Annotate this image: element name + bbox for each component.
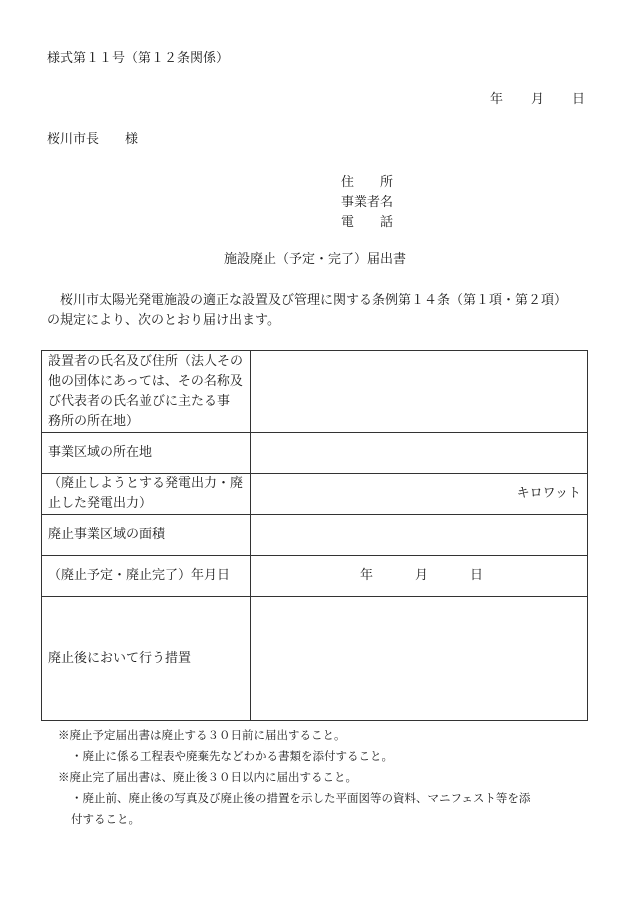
date-day: 日 — [572, 92, 586, 107]
table-row — [42, 556, 588, 597]
kilowatt-unit: キロワット — [516, 486, 581, 501]
value-site-location[interactable] — [251, 433, 588, 474]
document-title: 施設廃止（予定・完了）届出書 — [223, 252, 406, 267]
date-month: 月 — [531, 92, 545, 107]
note-2: ・廃止に係る工程表や廃棄先などわかる書類を添付すること。 — [71, 749, 393, 763]
date-cell-day: 日 — [470, 568, 484, 583]
table-row — [42, 474, 588, 515]
table-row — [42, 515, 588, 556]
body-line-1: 桜川市太陽光発電施設の適正な設置及び管理に関する条例第１４条（第１項・第２項） — [47, 293, 568, 308]
note-3: ※廃止完了届出書は、廃止後３０日以内に届出すること。 — [58, 770, 357, 784]
notification-table — [41, 350, 588, 721]
form-number: 様式第１１号（第１２条関係） — [47, 51, 230, 66]
label-installer: 設置者の氏名及び住所（法人その 他の団体にあっては、その名称及 び代表者の氏名並びに主たる事 務所の所在地） — [42, 351, 251, 433]
date-cell-year: 年 — [360, 568, 374, 583]
value-output[interactable] — [251, 474, 588, 515]
applicant-block — [341, 173, 393, 233]
notes — [58, 725, 530, 830]
address-label: 住 所 — [341, 175, 394, 190]
date-year: 年 — [490, 92, 504, 107]
value-date[interactable] — [251, 556, 588, 597]
note-4: ・廃止前、廃止後の写真及び廃止後の措置を示した平面図等の資料、マニフェスト等を添 — [71, 791, 531, 805]
table-row — [42, 433, 588, 474]
date-cell-month: 月 — [415, 568, 429, 583]
value-area[interactable] — [251, 515, 588, 556]
note-1: ※廃止予定届出書は廃止する３０日前に届出すること。 — [58, 728, 346, 742]
addressee: 桜川市長 様 — [47, 132, 139, 147]
value-measures[interactable] — [251, 597, 588, 721]
table-row — [42, 597, 588, 721]
business-name-label: 事業者名 — [341, 195, 394, 210]
value-installer[interactable] — [251, 351, 588, 433]
body-text — [47, 291, 592, 331]
label-area: 廃止事業区域の面積 — [42, 515, 251, 556]
date-line — [490, 93, 585, 106]
label-output: （廃止しようとする発電出力・廃 止した発電出力） — [42, 474, 251, 515]
label-measures: 廃止後において行う措置 — [42, 597, 251, 721]
table-row — [42, 351, 588, 433]
label-date: （廃止予定・廃止完了）年月日 — [42, 556, 251, 597]
note-5: 付すること。 — [71, 812, 140, 826]
body-line-2: の規定により、次のとおり届け出ます。 — [47, 313, 280, 328]
phone-label: 電 話 — [341, 215, 394, 230]
label-site-location: 事業区域の所在地 — [42, 433, 251, 474]
